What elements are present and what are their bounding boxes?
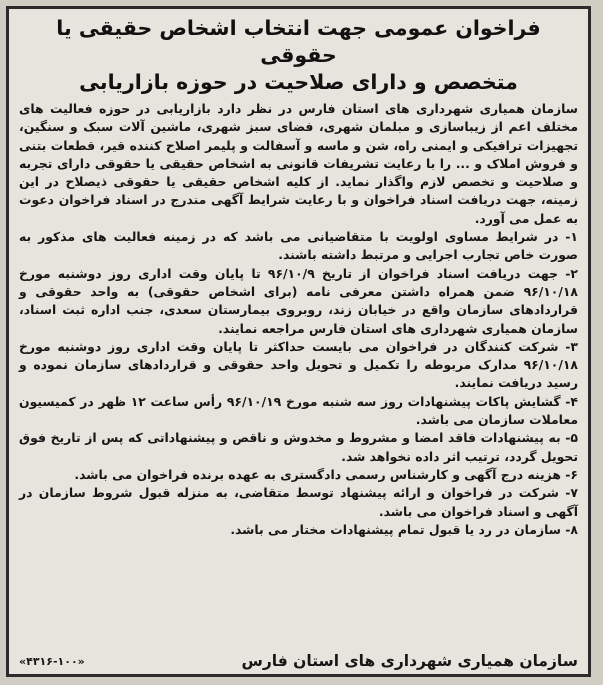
ad-code: «۴۳۱۶-۱۰۰» [19,654,85,668]
title-line-1: فراخوان عمومی جهت انتخاب اشخاص حقیقی یا حقوقی [56,16,541,67]
condition-item-6: ۶- هزینه درج آگهی و کارشناس رسمی دادگستری به عهده برنده فراخوان می باشد. [74,466,578,482]
notice-clipping [6,6,591,677]
organization-signature: سازمان همیاری شهرداری های استان فارس [241,652,578,670]
condition-item-8: ۸- سازمان در رد یا قبول تمام پیشنهادات مختار می باشد. [230,521,578,537]
title-line-2: متخصص و دارای صلاحیت در حوزه بازاریابی [79,70,518,94]
intro-paragraph: سازمان همیاری شهرداری های استان فارس در نظر دارد بازاریابی در حوزه فعالیت های مختلف اعم از زیباسازی و مبلمان شهری، فضای سبز شهری، ماشین آلات سبک و سنگین، تجهیزات ترافیکی و ایمنی راه، شن و ماسه و آسفالت و پلیمر اصلاح کننده قیر، قطعات بتنی و فروش املاک و ... را با رعایت تشریفات قانونی به اشخاص حقیقی یا حقوقی دارای تجربه و صلاحیت و تخصص لازم واگذار نماید. از کلیه اشخاص حقیقی یا حقوقی ذیصلاح در این زمینه، جهت دریافت اسناد فراخوان و با رعایت شرایط آگهی مندرج در اسناد فراخوان دعوت به عمل می آورد. [19,101,578,226]
condition-item-2: ۲- جهت دریافت اسناد فراخوان از تاریخ ۹۶/۱۰/۹ تا پایان وقت اداری روز دوشنبه مورخ ۹۶/۱۰/۱۸ ضمن همراه داشتن معرفی نامه (برای اشخاص حقوقی) به واحد حقوقی و قراردادهای سازمان واقع در خیابان زند، روبروی بیمارستان سعدی، جنب اداره ثبت اسناد، سازمان همیاری شهرداری های استان فارس مراجعه نمایند. [19,265,578,336]
notice-footer [19,652,578,670]
condition-item-1: ۱- در شرایط مساوی اولویت با متقاضیانی می باشد که در زمینه فعالیت های مذکور به صورت خاص تجارب اجرایی و مرتبط داشته باشند. [19,229,578,263]
condition-item-4: ۴- گشایش پاکات پیشنهادات روز سه شنبه مورخ ۹۶/۱۰/۱۹ رأس ساعت ۱۲ ظهر در کمیسیون معاملات سازمان می باشد. [19,393,578,428]
notice-title [19,15,578,96]
condition-item-5: ۵- به پیشنهادات فاقد امضا و مشروط و مخدوش و ناقص و پیشنهاداتی که پس از تاریخ فوق تحویل گردد، ترتیب اثر داده نخواهد شد. [19,430,578,464]
condition-item-7: ۷- شرکت در فراخوان و ارائه پیشنهاد توسط متقاضی، به منزله قبول شروط سازمان در آگهی و اسناد فراخوان می باشد. [19,485,578,519]
condition-item-3: ۳- شرکت کنندگان در فراخوان می بایست حداکثر تا پایان وقت اداری روز دوشنبه مورخ ۹۶/۱۰/۱۸ مدارک مربوطه را تکمیل و تحویل واحد حقوقی و قراردادهای سازمان نموده و رسید دریافت نمایند. [19,338,578,391]
